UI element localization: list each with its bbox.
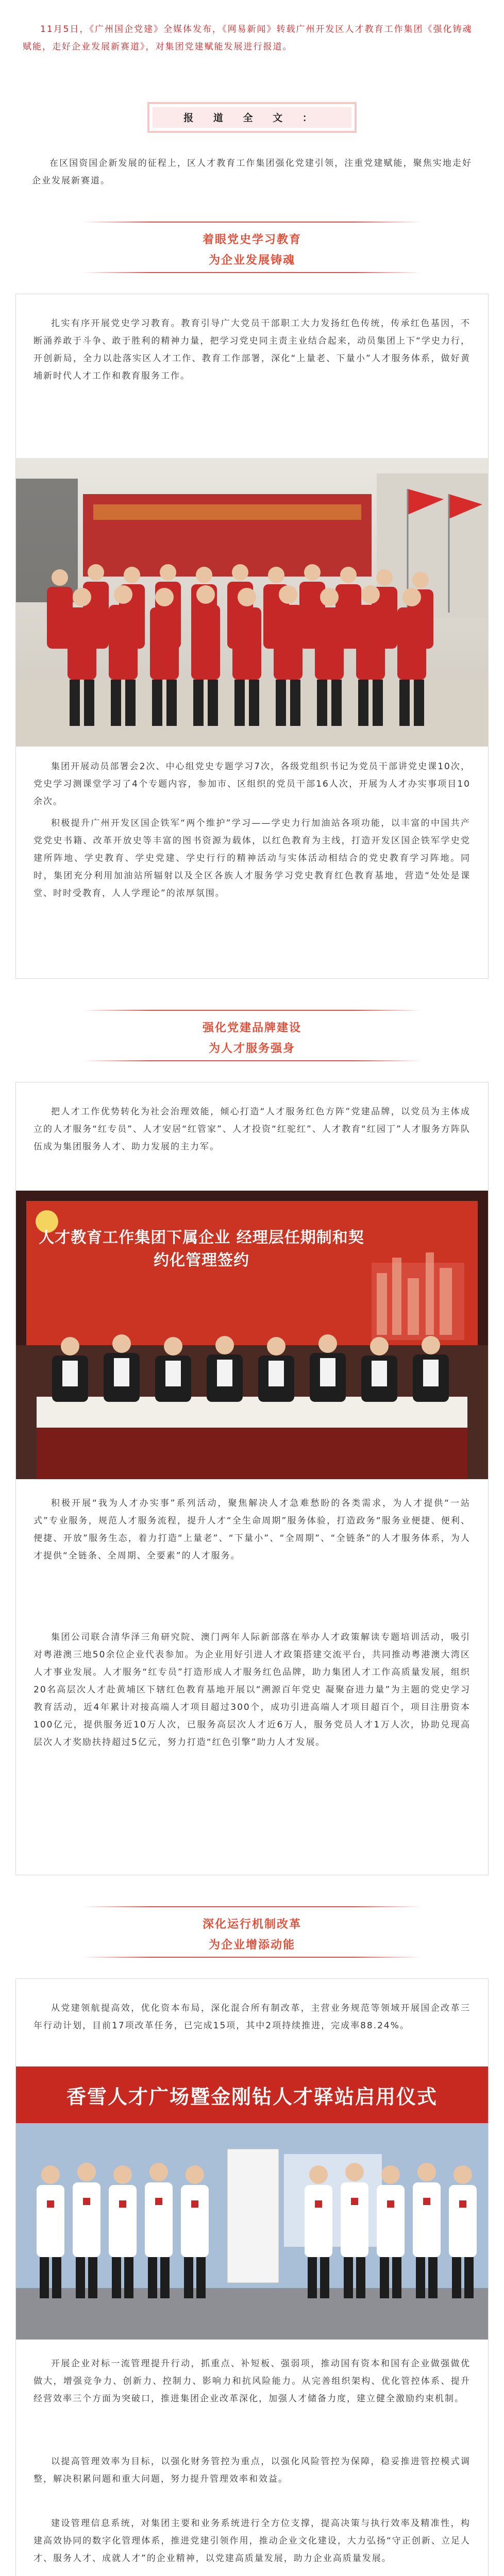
lead-paragraph: 在区国资国企新发展的征程上，区人才教育工作集团强化党建引领，注重党建赋能，聚焦实地走好企业发展新赛道。 (32, 158, 472, 186)
section-3-paragraph-2: 开展企业对标一流管理提升行动，抓重点、补短板、强弱项，推动国有资本和国有企业做强做优做大，增强竞争力、创新力、控制力、影响力和抗风险能力。从完善组织架构、优化管控体系、提升经营效率三个方面为突破口，推进集团企业改革深化，加强人才储备力度，建立健全激励约束机制。 (33, 2359, 471, 2404)
section-3-paragraph-1: 从党建领航提高效，优化资本布局，深化混合所有制改革，主营业务规范等领域开展国企改革三年行动计划，目前17项改革任务，已完成15项，其中2项持续推进，完成率88.24%。 (33, 2003, 471, 2031)
section-2-paragraph-1: 把人才工作优势转化为社会治理效能，倾心打造“人才服务红色方阵”党建品牌，以党员为主体成立的人才服务“红专员”、人才安居“红管家”、人才投资“红驼红”、人才教育“红园丁”人才服务方阵队伍成为集团服务人才、助力发展的主力军。 (33, 1107, 471, 1152)
section-title-2b: 为人才服务强身 (208, 1042, 295, 1055)
section-1-paragraph-3: 积极提升广州开发区国企铁军“两个维护”学习——学史力行加油站各项功能，以丰富的中国共产党党史书籍、改革开放史等丰富的图书资源为载体，以红色教育为主线，打造开发区国企铁军学史党建所阵地、学史教育、学史党建、学史行行的精神活动与实体活动相结合的党史教育学习阵地。同时，集团充分利用加油站所辐射以及全区各族人才服务学习党史教育红色教育基地，营造“处处是课堂、时时受教育，人人学理论”的浓厚氛围。 (33, 818, 471, 899)
section-1-paragraph-2: 集团开展动员部署会2次、中心组党史专题学习7次，各级党组织书记为党员干部讲党史课10次，党史学习测课堂学习了4个专题内容，参加市、区组织的党员干部16人次，开展为人才办实事项目10余次。 (33, 761, 471, 807)
section-3-paragraph-4: 建设管理信息系统，对集团主要和业务系统进行全方位支撑，提高决策与执行效率及精准性，构建高效协同的数字化管理体系，推进党建引领作用，推动企业文化建设，大力弘扬“守正创新、立足人才、服务人才、成就人才”的企业精神，以党建高质量发展，助力企业高质量发展。 (33, 2518, 471, 2564)
section-title-3a: 深化运行机制改革 (202, 1918, 301, 1931)
signing-banner-text: 人才教育工作集团下属企业 经理层任期制和契约化管理签约 (39, 1229, 364, 1269)
report-fulltext-label: 报 道 全 文 ： (183, 112, 321, 124)
section-title-3b: 为企业增添动能 (208, 1939, 295, 1952)
section-1-paragraph-1: 扎实有序开展党史学习教育。教育引导广大党员干部职工大力发扬红色传统，传承红色基因，不断涌养敢于斗争、敢于胜利的精神力量，把学习党史同主责主业结合起来，动员集团上下“学史力行，开创新局，全力以赴落实区人才工作、教育工作部署，深化“上量老、下量小”人才服务体系，做好黄埔新时代人才工作和教育服务工作。 (33, 318, 471, 381)
report-fulltext-box (147, 102, 357, 133)
photo-group-oath (16, 458, 488, 747)
section-title-1b: 为企业发展铸魂 (208, 254, 295, 267)
section-header-1 (0, 222, 504, 273)
section-3-paragraph-3: 以提高管理效率为目标，以强化财务管控为重点，以强化风险管控为保障，稳妥推进管控模式调整，解决积累问题和重大问题，努力提升管理效率和效益。 (33, 2456, 471, 2484)
photo-signing (16, 1191, 488, 1479)
photo-opening-ceremony (16, 2066, 488, 2340)
section-title-2a: 强化党建品牌建设 (202, 1022, 301, 1035)
section-title-1a: 着眼党史学习教育 (202, 233, 301, 246)
section-header-2 (0, 1010, 504, 1061)
section-block-1 (15, 294, 489, 979)
ceremony-banner-text: 香雪人才广场暨金刚钻人才驿站启用仪式 (66, 2086, 438, 2108)
intro-paragraph: 11月5日，《广州国企党建》全媒体发布，《网易新闻》转载广州开发区人才教育工作集团《强化铸魂赋能，走好企业发展新赛道》，对集团党建赋能发展进行报道。 (23, 24, 473, 52)
section-block-3 (15, 1978, 489, 2576)
section-2-paragraph-3: 集团公司联合清华泽三角研究院、澳门两年人际新部落在举办人才政策解读专题培训活动，吸引对粤港澳三地50余位企业代表参加。为企业用好引进人才政策搭建交流平台，共同推动粤港澳大湾区人才事业发展。人才服务“红专员”打造形成人才服务红色品牌，助力集团人才工作高质量发展，组织20名高层次人才赴黄埔区下辖红色教育基地开展以“溯源百年党史 凝聚奋进力量”为主题的党史学习教育活动，近4年累计对接高端人才项目超过300个，成功引进高端人才项目超百个，项目注册资本100亿元，提供服务近10万人次，已服务高层次人才近6万人，服务党员人才1万人次，协助兑现高层次人才奖励扶持超过5亿元，努力打造“红色引擎”助力人才发展。 (33, 1632, 471, 1748)
section-2-paragraph-2: 积极开展“我为人才办实事”系列活动，聚焦解决人才急难愁盼的各类需求，为人才提供“一站式”专业服务，规范人才服务流程，提升人才“全生命周期”服务体验，打造政务“服务业便捷、便利、便捷、开放”服务生态，着力打造“上量老”、“下量小”、“全周期”、“全链条”的人才服务体系，为人才提供“全链条、全周期、全要素”的人才服务。 (33, 1498, 471, 1561)
section-header-3 (0, 1906, 504, 1958)
section-block-2 (15, 1082, 489, 1875)
